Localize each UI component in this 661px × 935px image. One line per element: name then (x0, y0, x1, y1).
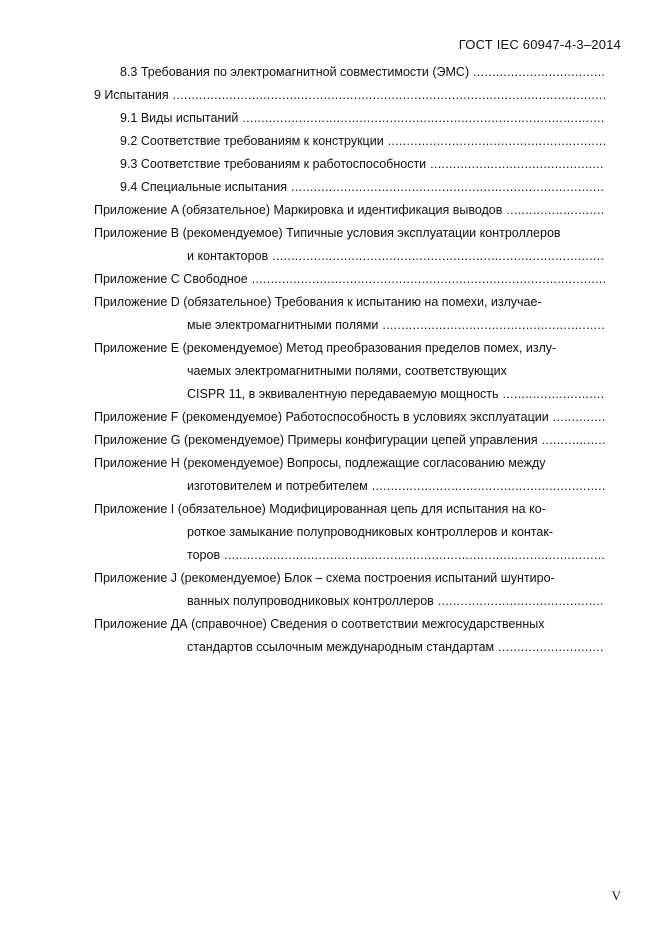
document-code-header: ГОСТ IEC 60947-4-3–2014 (458, 37, 621, 52)
toc-entry-text: Приложение B (рекомендуемое) Типичные условия эксплуатации контроллеров (94, 226, 561, 240)
toc-entry-text: Приложение ДА (справочное) Сведения о соответствии межгосударственных (94, 617, 545, 631)
toc-entry-line (94, 501, 605, 517)
toc-entry-text: ванных полупроводниковых контроллеров (187, 594, 434, 608)
toc-entry-text: Приложение G (рекомендуемое) Примеры конфигурации цепей управления (94, 433, 538, 447)
page-number: V (611, 888, 621, 903)
toc-entry-line (94, 340, 605, 356)
toc-entry-line (187, 524, 605, 540)
toc-entry-text: мые электромагнитными полями (187, 318, 379, 332)
toc-entry-text: 8.3 Требования по электромагнитной совместимости (ЭМС) (120, 65, 470, 79)
toc-entry-text: Приложение I (обязательное) Модифицированная цепь для испытания на ко- (94, 502, 546, 516)
toc-dot-leader (553, 409, 605, 425)
toc-entry-line (94, 225, 605, 241)
toc-entry-line (94, 294, 605, 310)
toc-entry-line (94, 409, 605, 425)
toc-dot-leader (506, 202, 605, 218)
toc-entry-line (187, 317, 605, 333)
toc-dot-leader (272, 248, 605, 264)
toc-entry-line (120, 179, 605, 195)
toc-dot-leader (382, 317, 605, 333)
toc-entry-text: 9 Испытания (94, 88, 169, 102)
toc-entry-line (187, 248, 605, 264)
toc-dot-leader (224, 547, 605, 563)
toc-entry-line (187, 593, 605, 609)
toc-entry-text: Приложение E (рекомендуемое) Метод преобразования пределов помех, излу- (94, 341, 557, 355)
toc-dot-leader (242, 110, 605, 126)
toc-entry-line (120, 133, 605, 149)
toc-entry-text: Приложение F (рекомендуемое) Работоспособность в условиях эксплуатации (94, 410, 549, 424)
toc-entry-text: и контакторов (187, 249, 269, 263)
toc-entry-line (94, 570, 605, 586)
toc-dot-leader (430, 156, 605, 172)
toc-entry-text: Приложение H (рекомендуемое) Вопросы, подлежащие согласованию между (94, 456, 546, 470)
toc-entry-line (187, 478, 605, 494)
toc-dot-leader (438, 593, 605, 609)
toc-entry-text: 9.3 Соответствие требованиям к работоспособности (120, 157, 427, 171)
toc-entry-text: 9.2 Соответствие требованиям к конструкции (120, 134, 384, 148)
toc-entry-text: 9.4 Специальные испытания (120, 180, 287, 194)
toc-entry-line (94, 271, 605, 287)
toc-entry-text: изготовителем и потребителем (187, 479, 368, 493)
toc-entry-line (94, 432, 605, 448)
toc-entry-text: роткое замыкание полупроводниковых контроллеров и контак- (187, 525, 553, 539)
toc-dot-leader (542, 432, 605, 448)
toc-dot-leader (372, 478, 605, 494)
toc-dot-leader (473, 64, 605, 80)
toc-entry-line (94, 202, 605, 218)
toc-entry-line (120, 156, 605, 172)
toc-dot-leader (291, 179, 605, 195)
toc-entry-text: стандартов ссылочным международным стандартам (187, 640, 495, 654)
toc-entry-line (94, 87, 605, 103)
toc-dot-leader (503, 386, 605, 402)
toc-entry-line (187, 547, 605, 563)
toc-entry-text: Приложение D (обязательное) Требования к испытанию на помехи, излучае- (94, 295, 542, 309)
toc-entry-text: 9.1 Виды испытаний (120, 111, 239, 125)
toc-entry-text: Приложение J (рекомендуемое) Блок – схема построения испытаний шунтиро- (94, 571, 555, 585)
toc-dot-leader (252, 271, 605, 287)
toc-entry-text: CISPR 11, в эквивалентную передаваемую мощность (187, 387, 499, 401)
toc-entry-text: Приложение A (обязательное) Маркировка и идентификация выводов (94, 203, 503, 217)
toc-dot-leader (173, 87, 605, 103)
toc-entry-line (187, 386, 605, 402)
toc-entry-text: Приложение C Свободное (94, 272, 248, 286)
toc-entry-line (94, 616, 605, 632)
toc-entry-line (94, 455, 605, 471)
toc-entry-text: торов (187, 548, 221, 562)
toc-dot-leader (388, 133, 605, 149)
toc-entry-line (187, 363, 605, 379)
toc-entry-line (120, 110, 605, 126)
toc-entry-text: чаемых электромагнитными полями, соответствующих (187, 364, 507, 378)
toc-dot-leader (498, 639, 605, 655)
toc-entry-line (187, 639, 605, 655)
toc-entry-line (120, 64, 605, 80)
